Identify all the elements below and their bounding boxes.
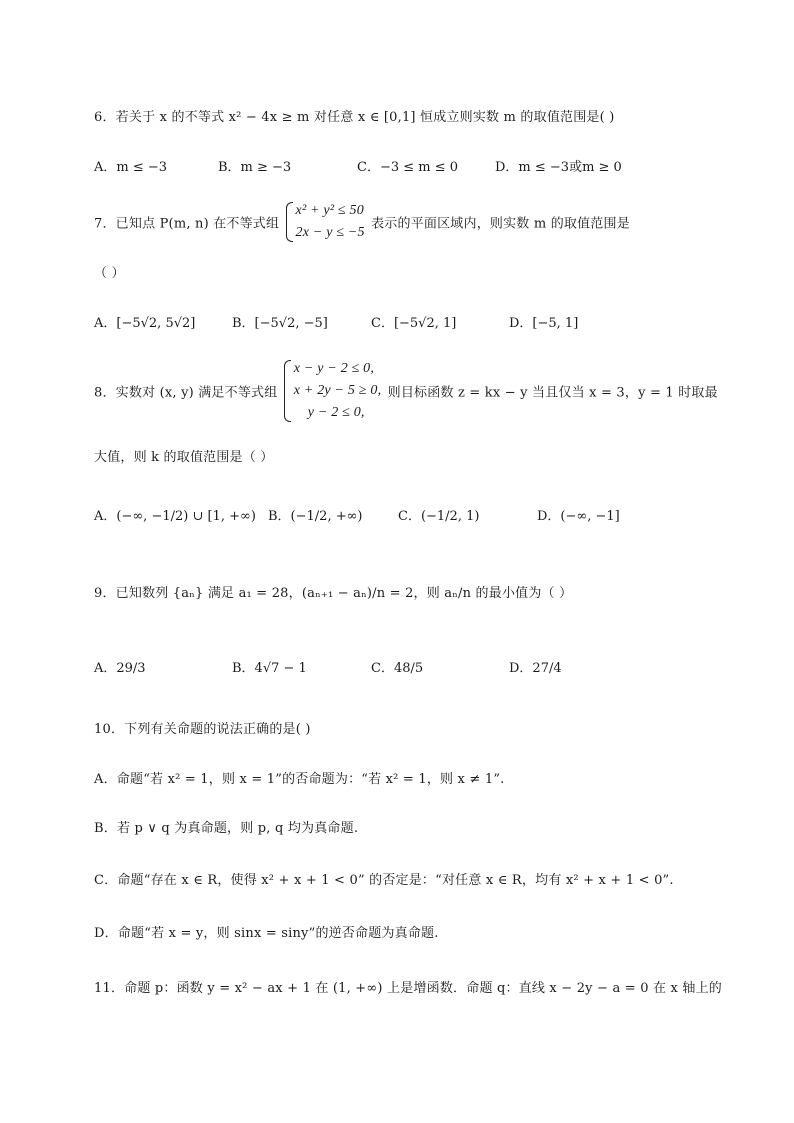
q8-option-a[interactable]: A．(−∞, −1/2) ∪ [1, +∞): [94, 509, 256, 524]
q6-option-d[interactable]: D．m ≤ −3或m ≥ 0: [495, 160, 622, 175]
q7-option-c[interactable]: C．[−5√2, 1]: [371, 316, 457, 331]
q7-stem: [94, 200, 630, 244]
q8-option-b[interactable]: B．(−1/2, +∞): [268, 509, 363, 524]
q10-option-a[interactable]: A．命题“若 x² = 1，则 x = 1”的否命题为：“若 x² = 1，则 x ≠ 1”.: [94, 772, 505, 787]
q8-stem-prefix: 8．实数对 (x, y) 满足不等式组: [94, 385, 278, 401]
q7-option-b[interactable]: B．[−5√2, −5]: [232, 316, 328, 331]
q9-option-d[interactable]: D．27/4: [509, 661, 562, 676]
q7-answer-blank: （ ）: [94, 266, 125, 281]
q9-stem: 9．已知数列 {aₙ} 满足 a₁ = 28，(aₙ₊₁ − aₙ)/n = 2，则 aₙ/n 的最小值为（ ）: [94, 586, 573, 601]
q8-inequality-system: [284, 358, 382, 424]
q6-stem: 6．若关于 x 的不等式 x² − 4x ≥ m 对任意 x ∈ [0,1] 恒成立则实数 m 的取值范围是( ): [94, 110, 615, 125]
q8-option-d[interactable]: D．(−∞, −1]: [537, 509, 620, 524]
q9-option-c[interactable]: C．48/5: [371, 661, 424, 676]
q7-option-d[interactable]: D．[−5, 1]: [509, 316, 579, 331]
q8-system-row-1: x − y − 2 ≤ 0,: [293, 361, 375, 376]
q7-system-row-1: x² + y² ≤ 50: [295, 203, 364, 218]
q8-stem-suffix: 则目标函数 z = kx − y 当且仅当 x = 3，y = 1 时取最: [387, 385, 718, 401]
q7-stem-suffix: 表示的平面区域内，则实数 m 的取值范围是: [371, 216, 630, 232]
q8-option-c[interactable]: C．(−1/2, 1): [398, 509, 480, 524]
q10-option-c[interactable]: C．命题“存在 x ∈ R，使得 x² + x + 1 < 0” 的否定是：“对任意 x ∈ R，均有 x² + x + 1 < 0”.: [94, 873, 674, 888]
q10-option-b[interactable]: B．若 p ∨ q 为真命题，则 p, q 均为真命题.: [94, 821, 359, 836]
q11-stem: 11．命题 p：函数 y = x² − ax + 1 在 (1, +∞) 上是增函数．命题 q：直线 x − 2y − a = 0 在 x 轴上的: [94, 981, 722, 996]
q6-option-a[interactable]: A．m ≤ −3: [94, 160, 168, 175]
q8-stem: [94, 358, 718, 424]
q6-option-c[interactable]: C．−3 ≤ m ≤ 0: [357, 160, 459, 175]
q9-option-a[interactable]: A．29/3: [94, 661, 146, 676]
q10-option-d[interactable]: D．命题“若 x = y，则 sinx = siny”的逆否命题为真命题.: [94, 926, 439, 941]
q6-option-b[interactable]: B．m ≥ −3: [218, 160, 292, 175]
q8-stem-continued: 大值，则 k 的取值范围是（ ）: [94, 450, 274, 465]
q7-inequality-system: [286, 200, 365, 244]
q7-stem-prefix: 7．已知点 P(m, n) 在不等式组: [94, 216, 280, 232]
q7-option-a[interactable]: A．[−5√2, 5√2]: [94, 316, 196, 331]
q8-system-row-2: x + 2y − 5 ≥ 0,: [293, 383, 382, 398]
q7-system-row-2: 2x − y ≤ −5: [295, 225, 365, 240]
q8-system-row-3: y − 2 ≤ 0,: [307, 405, 365, 420]
q10-stem: 10．下列有关命题的说法正确的是( ): [94, 722, 311, 737]
q9-option-b[interactable]: B．4√7 − 1: [232, 661, 307, 676]
